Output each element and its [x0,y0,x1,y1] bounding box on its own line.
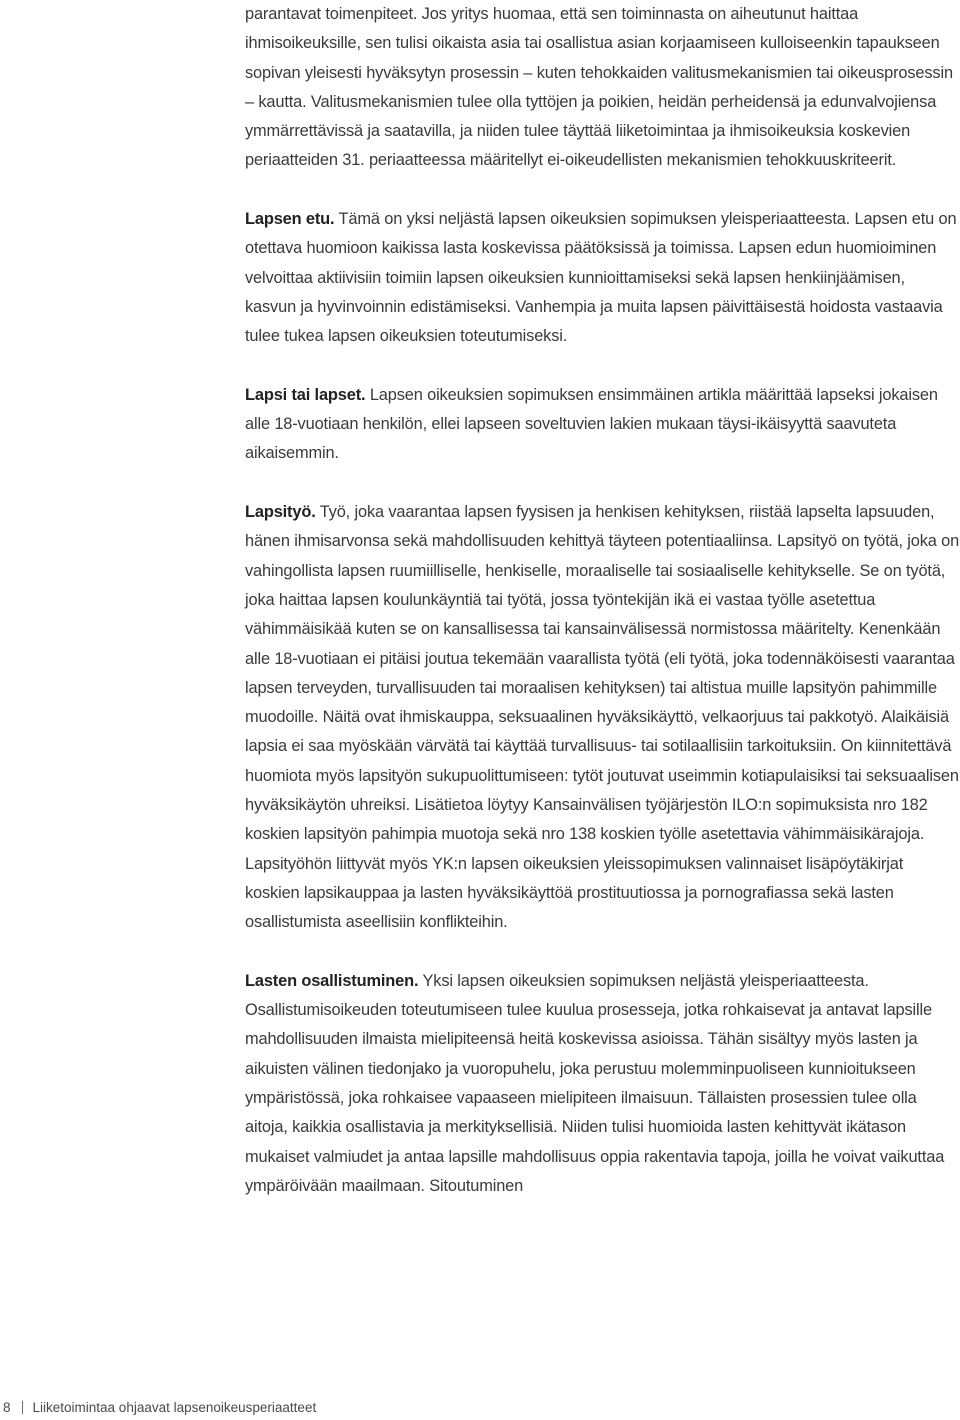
definition-lapsen-etu [245,205,960,351]
definition-lapsityo [245,498,960,937]
definition-term: Lasten osallistuminen. [245,971,419,990]
footer-divider [22,1401,23,1414]
definition-term: Lapsi tai lapset. [245,385,366,404]
definition-term: Lapsen etu. [245,210,335,229]
definition-text: Työ, joka vaarantaa lapsen fyysisen ja henkisen kehityksen, riistää lapselta lapsuuden, hänen ihmisarvonsa sekä mahdollisuuden kehittyä täyteen potentiaaliinsa. Lapsityö on työtä, joka on vahingollista lapsen ruumiilliselle, henkiselle, moraaliselle tai sosiaaliselle kehitykselle. Se on työtä, joka haittaa lapsen koulunkäyntiä tai työtä, jossa työntekijän ikä ei vastaa työlle asetettua vähimmäisikää kuten se on kansallisessa tai kansainvälisessä normistossa määritelty. Kenenkään alle 18-vuotiaan ei pitäisi joutua tekemään vaarallista työtä (eli työtä, joka todennäköisesti vaarantaa lapsen terveyden, turvallisuuden tai moraalisen kehityksen) tai altistua muille lapsityön pahimmille muodoille. Näitä ovat ihmiskauppa, seksuaalinen hyväksikäyttö, velkaorjuus tai pakkotyö. Alaikäisiä lapsia ei saa myöskään värvätä tai käyttää turvallisuus- tai sotilaallisiin tarkoituksiin. On kiinnitettävä huomiota myös lapsityön sukupuolittumiseen: tytöt joutuvat useimmin kotiapulaisiksi tai seksuaalisen hyväksikäytön uhreiksi. Lisätietoa löytyy Kansainvälisen työjärjestön ILO:n sopimuksista nro 182 koskien lapsityön pahimpia muotoja sekä nro 138 koskien työlle asetettavia vähimmäisikärajoja. Lapsityöhön liittyvät myös YK:n lapsen oikeuksien yleissopimuksen valinnaiset lisäpöytäkirjat koskien lapsikauppaa ja lasten hyväksikäyttöä prostituutiossa ja pornografiassa sekä lasten osallistumista aseellisiin konflikteihin. [245,503,960,932]
definition-text: Yksi lapsen oikeuksien sopimuksen neljästä yleisperiaatteesta. Osallistumisoikeuden toteutumiseen tulee kuulua prosesseja, jotka rohkaisevat ja antavat lapsille mahdollisuuden ilmaista mielipiteensä heitä koskevissa asioissa. Tähän sisältyy myös lasten ja aikuisten välinen tiedonjako ja vuoropuhelu, joka perustuu molemminpuoliseen kunnioitukseen ympäristössä, joka rohkaisee vapaaseen mielipiteen ilmaisuun. Tällaisten prosessien tulee olla aitoja, kaikkia osallistavia ja merkityksellisiä. Niiden tulisi huomioida lasten kehittyvät ikätason mukaiset valmiudet ja antaa lapsille mahdollisuus oppia rakentavia tapoja, joilla he voivat vaikuttaa ympäröivään maailmaan. Sitoutuminen [245,971,945,1195]
document-body [245,0,960,1201]
footer-document-title: Liiketoimintaa ohjaavat lapsenoikeusperiaatteet [32,1400,317,1415]
definition-text: Lapsen oikeuksien sopimuksen ensimmäinen artikla määrittää lapseksi jokaisen alle 18-vuotiaan henkilön, ellei lapseen soveltuvien lakien mukaan täysi-ikäisyyttä saavuteta aikaisemmin. [245,385,938,463]
definition-text: Tämä on yksi neljästä lapsen oikeuksien sopimuksen yleisperiaatteesta. Lapsen etu on otettava huomioon kaikissa lasta koskevissa päätöksissä ja toimissa. Lapsen edun huomioiminen velvoittaa aktiivisiin toimiin lapsen oikeuksien kunnioittamiseksi sekä lapsen henkiinjäämisen, kasvun ja hyvinvoinnin edistämiseksi. Vanhempia ja muita lapsen päivittäisestä hoidosta vastaavia tulee tukea lapsen oikeuksien toteutumiseksi. [245,210,957,346]
definition-term: Lapsityö. [245,503,316,522]
intro-paragraph: parantavat toimenpiteet. Jos yritys huomaa, että sen toiminnasta on aiheutunut haittaa ihmisoikeuksille, sen tulisi oikaista asia tai osallistua asian korjaamiseen kulloiseenkin tapaukseen sopivan yleisesti hyväksytyn prosessin – kuten tehokkaiden valitusmekanismien tai oikeusprosessin – kautta. Valitusmekanismien tulee olla tyttöjen ja poikien, heidän perheidensä ja edunvalvojiensa ymmärrettävissä ja saatavilla, ja niiden tulee täyttää liiketoimintaa ja ihmisoikeuksia koskevien periaatteiden 31. periaatteessa määritellyt ei-oikeudellisten mekanismien tehokkuuskriteerit. [245,5,953,170]
page-footer [0,1396,316,1420]
definition-lasten-osallistuminen [245,967,960,1201]
definition-lapsi-tai-lapset [245,381,960,469]
page-number: 8 [3,1400,11,1415]
